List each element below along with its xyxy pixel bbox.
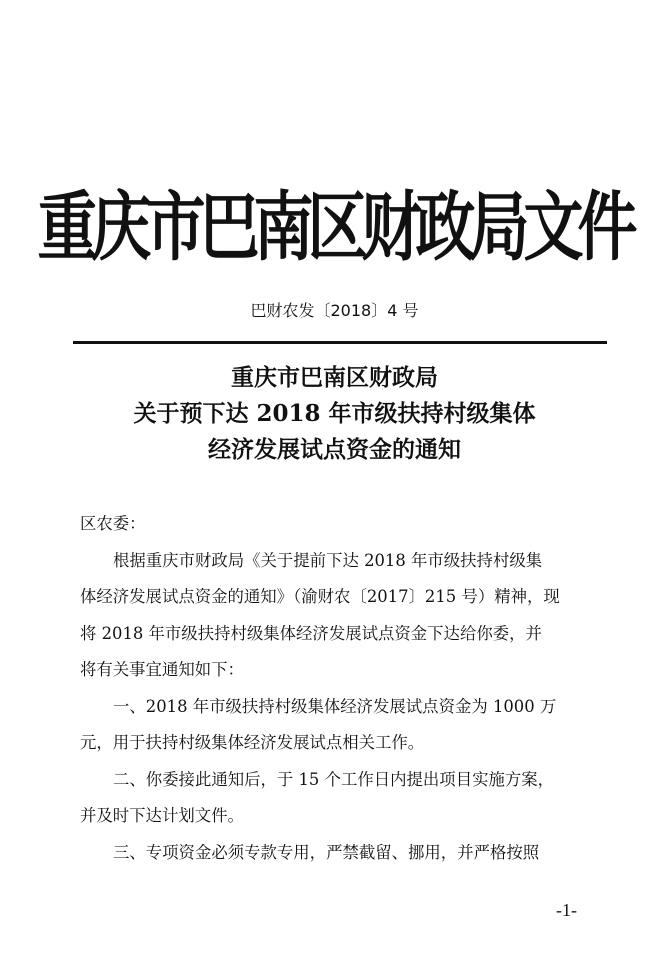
title-line-1: 重庆市巴南区财政局 [231,364,438,391]
body-line: 将有关事宜通知如下： [80,660,244,679]
body-line: 将 2018 年市级扶持村级集体经济发展试点资金下达给你委，并 [80,623,542,643]
document-title [0,360,669,468]
body-line: 根据重庆市财政局《关于提前下达 2018 年市级扶持村级集 [113,550,543,570]
body-line: 二、你委接此通知后，于 15 个工作日内提出项目实施方案， [113,769,555,789]
document-number: 巴财农发〔2018〕4 号 [250,301,419,320]
body-line: 一、2018 年市级扶持村级集体经济发展试点资金为 1000 万 [113,696,557,716]
salutation: 区农委： [80,514,146,533]
header-divider-line [73,341,607,344]
body-line: 体经济发展试点资金的通知》（渝财农〔2017〕215 号）精神，现 [80,587,560,606]
body-line: 元，用于扶持村级集体经济发展试点相关工作。 [80,733,425,752]
body-line: 三、专项资金必须专款专用，严禁截留、挪用，并严格按照 [113,842,540,862]
title-line-3: 经济发展试点资金的通知 [208,436,461,463]
body-line: 并及时下达计划文件。 [80,806,244,825]
document-body [80,506,600,871]
document-masthead: 重庆市巴南区财政局文件 [37,184,632,272]
page-number: -1- [556,900,577,920]
title-line-2: 关于预下达 2018 年市级扶持村级集体 [133,400,536,427]
